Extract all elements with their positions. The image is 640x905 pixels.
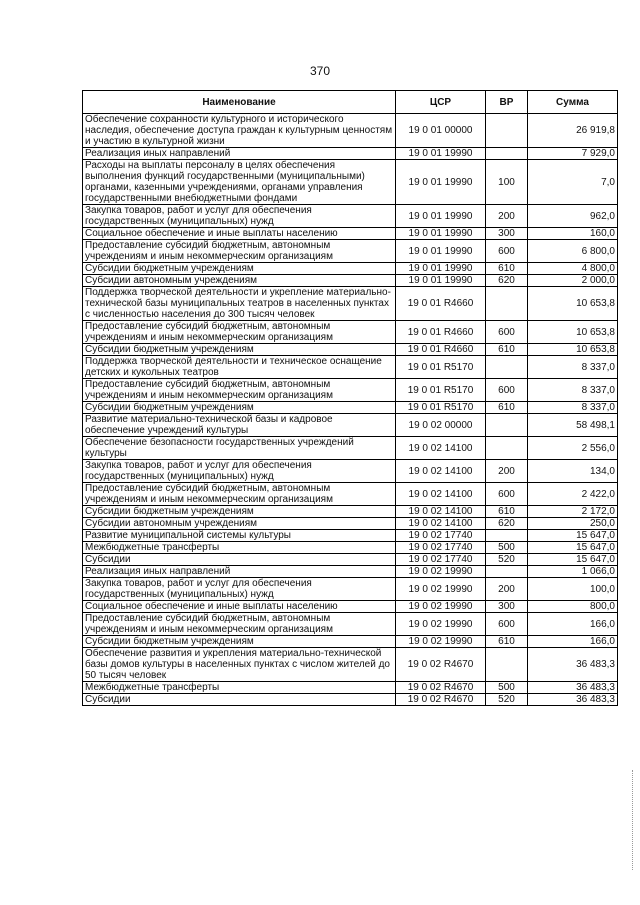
cell-name: Субсидии бюджетным учреждениям bbox=[83, 636, 396, 648]
cell-csr: 19 0 02 R4670 bbox=[396, 682, 486, 694]
cell-sum: 1 066,0 bbox=[528, 566, 618, 578]
cell-name: Предоставление субсидий бюджетным, автономным учреждениям и иным некоммерческим организациям bbox=[83, 379, 396, 402]
cell-vr: 620 bbox=[486, 518, 528, 530]
cell-csr: 19 0 02 14100 bbox=[396, 518, 486, 530]
table-row bbox=[83, 518, 618, 530]
cell-vr: 610 bbox=[486, 263, 528, 275]
header-row bbox=[83, 91, 618, 114]
cell-vr: 600 bbox=[486, 379, 528, 402]
cell-sum: 15 647,0 bbox=[528, 554, 618, 566]
cell-name: Поддержка творческой деятельности и укрепление материально-технической базы муниципальных театров в населенных пунктах с численностью населения до 300 тысяч человек bbox=[83, 287, 396, 321]
cell-csr: 19 0 02 17740 bbox=[396, 554, 486, 566]
cell-csr: 19 0 01 19990 bbox=[396, 228, 486, 240]
cell-vr: 200 bbox=[486, 460, 528, 483]
cell-csr: 19 0 01 19990 bbox=[396, 160, 486, 205]
cell-vr bbox=[486, 287, 528, 321]
scan-edge-mark bbox=[632, 770, 634, 870]
cell-csr: 19 0 01 19990 bbox=[396, 205, 486, 228]
cell-sum: 36 483,3 bbox=[528, 648, 618, 682]
cell-sum: 2 000,0 bbox=[528, 275, 618, 287]
cell-name: Социальное обеспечение и иные выплаты населению bbox=[83, 601, 396, 613]
table-row bbox=[83, 542, 618, 554]
table-row bbox=[83, 694, 618, 706]
header-name: Наименование bbox=[83, 91, 396, 114]
cell-csr: 19 0 01 19990 bbox=[396, 263, 486, 275]
table-row bbox=[83, 240, 618, 263]
cell-vr bbox=[486, 648, 528, 682]
table-row bbox=[83, 379, 618, 402]
table-row bbox=[83, 148, 618, 160]
cell-name: Социальное обеспечение и иные выплаты населению bbox=[83, 228, 396, 240]
cell-csr: 19 0 02 14100 bbox=[396, 506, 486, 518]
cell-sum: 160,0 bbox=[528, 228, 618, 240]
cell-vr: 520 bbox=[486, 554, 528, 566]
cell-name: Закупка товаров, работ и услуг для обеспечения государственных (муниципальных) нужд bbox=[83, 205, 396, 228]
cell-sum: 7,0 bbox=[528, 160, 618, 205]
header-vr: ВР bbox=[486, 91, 528, 114]
cell-sum: 134,0 bbox=[528, 460, 618, 483]
cell-name: Развитие муниципальной системы культуры bbox=[83, 530, 396, 542]
table-row bbox=[83, 263, 618, 275]
cell-name: Субсидии бюджетным учреждениям bbox=[83, 506, 396, 518]
cell-vr: 300 bbox=[486, 228, 528, 240]
cell-vr: 610 bbox=[486, 402, 528, 414]
cell-vr bbox=[486, 114, 528, 148]
page-number: 370 bbox=[309, 64, 331, 78]
table-row bbox=[83, 287, 618, 321]
cell-sum: 15 647,0 bbox=[528, 530, 618, 542]
table-header bbox=[83, 91, 618, 114]
cell-name: Субсидии bbox=[83, 554, 396, 566]
cell-csr: 19 0 02 14100 bbox=[396, 460, 486, 483]
table-row bbox=[83, 414, 618, 437]
budget-table bbox=[82, 90, 618, 706]
cell-vr: 500 bbox=[486, 542, 528, 554]
cell-name: Расходы на выплаты персоналу в целях обеспечения выполнения функций государственными (муниципальными) органами, казенными учреждениями, органами управления государственными внебюджетными фондами bbox=[83, 160, 396, 205]
cell-csr: 19 0 02 R4670 bbox=[396, 648, 486, 682]
cell-sum: 100,0 bbox=[528, 578, 618, 601]
table-row bbox=[83, 530, 618, 542]
cell-csr: 19 0 01 R4660 bbox=[396, 287, 486, 321]
cell-vr: 600 bbox=[486, 321, 528, 344]
cell-name: Межбюджетные трансферты bbox=[83, 542, 396, 554]
cell-vr bbox=[486, 437, 528, 460]
cell-name: Межбюджетные трансферты bbox=[83, 682, 396, 694]
cell-sum: 6 800,0 bbox=[528, 240, 618, 263]
cell-name: Обеспечение развития и укрепления материально-технической базы домов культуры в населенных пунктах с числом жителей до 50 тысяч человек bbox=[83, 648, 396, 682]
cell-csr: 19 0 02 14100 bbox=[396, 437, 486, 460]
cell-csr: 19 0 01 19990 bbox=[396, 275, 486, 287]
cell-sum: 26 919,8 bbox=[528, 114, 618, 148]
table-row bbox=[83, 682, 618, 694]
cell-name: Обеспечение безопасности государственных учреждений культуры bbox=[83, 437, 396, 460]
cell-name: Предоставление субсидий бюджетным, автономным учреждениям и иным некоммерческим организациям bbox=[83, 240, 396, 263]
cell-vr bbox=[486, 566, 528, 578]
cell-name: Обеспечение сохранности культурного и исторического наследия, обеспечение доступа граждан к культурным ценностям и участию в культурной жизни bbox=[83, 114, 396, 148]
table-row bbox=[83, 460, 618, 483]
cell-sum: 166,0 bbox=[528, 613, 618, 636]
table-row bbox=[83, 566, 618, 578]
cell-sum: 8 337,0 bbox=[528, 379, 618, 402]
cell-name: Предоставление субсидий бюджетным, автономным учреждениям и иным некоммерческим организациям bbox=[83, 613, 396, 636]
cell-name: Субсидии bbox=[83, 694, 396, 706]
cell-vr bbox=[486, 414, 528, 437]
cell-csr: 19 0 01 19990 bbox=[396, 240, 486, 263]
cell-name: Закупка товаров, работ и услуг для обеспечения государственных (муниципальных) нужд bbox=[83, 578, 396, 601]
cell-name: Субсидии бюджетным учреждениям bbox=[83, 344, 396, 356]
table-row bbox=[83, 483, 618, 506]
table-row bbox=[83, 578, 618, 601]
cell-csr: 19 0 02 19990 bbox=[396, 578, 486, 601]
cell-name: Субсидии бюджетным учреждениям bbox=[83, 402, 396, 414]
cell-name: Поддержка творческой деятельности и техническое оснащение детских и кукольных театров bbox=[83, 356, 396, 379]
cell-csr: 19 0 01 R4660 bbox=[396, 321, 486, 344]
cell-name: Развитие материально-технической базы и кадровое обеспечение учреждений культуры bbox=[83, 414, 396, 437]
cell-csr: 19 0 02 19990 bbox=[396, 566, 486, 578]
cell-name: Закупка товаров, работ и услуг для обеспечения государственных (муниципальных) нужд bbox=[83, 460, 396, 483]
header-sum: Сумма bbox=[528, 91, 618, 114]
table-row bbox=[83, 402, 618, 414]
table-body bbox=[83, 114, 618, 706]
cell-sum: 4 800,0 bbox=[528, 263, 618, 275]
cell-sum: 250,0 bbox=[528, 518, 618, 530]
cell-csr: 19 0 01 00000 bbox=[396, 114, 486, 148]
cell-csr: 19 0 01 R4660 bbox=[396, 344, 486, 356]
cell-sum: 2 556,0 bbox=[528, 437, 618, 460]
cell-vr bbox=[486, 148, 528, 160]
cell-vr: 620 bbox=[486, 275, 528, 287]
table-row bbox=[83, 601, 618, 613]
cell-vr bbox=[486, 530, 528, 542]
table-row bbox=[83, 205, 618, 228]
cell-csr: 19 0 02 00000 bbox=[396, 414, 486, 437]
cell-csr: 19 0 01 R5170 bbox=[396, 402, 486, 414]
cell-name: Субсидии автономным учреждениям bbox=[83, 275, 396, 287]
header-csr: ЦСР bbox=[396, 91, 486, 114]
cell-csr: 19 0 02 14100 bbox=[396, 483, 486, 506]
table-row bbox=[83, 648, 618, 682]
cell-sum: 58 498,1 bbox=[528, 414, 618, 437]
table-row bbox=[83, 613, 618, 636]
cell-name: Предоставление субсидий бюджетным, автономным учреждениям и иным некоммерческим организациям bbox=[83, 483, 396, 506]
cell-vr: 100 bbox=[486, 160, 528, 205]
table-row bbox=[83, 437, 618, 460]
cell-csr: 19 0 02 19990 bbox=[396, 613, 486, 636]
cell-sum: 8 337,0 bbox=[528, 356, 618, 379]
cell-sum: 166,0 bbox=[528, 636, 618, 648]
cell-name: Субсидии бюджетным учреждениям bbox=[83, 263, 396, 275]
cell-sum: 800,0 bbox=[528, 601, 618, 613]
cell-csr: 19 0 02 19990 bbox=[396, 636, 486, 648]
cell-csr: 19 0 02 17740 bbox=[396, 530, 486, 542]
cell-sum: 36 483,3 bbox=[528, 694, 618, 706]
cell-sum: 8 337,0 bbox=[528, 402, 618, 414]
cell-csr: 19 0 01 19990 bbox=[396, 148, 486, 160]
table-row bbox=[83, 356, 618, 379]
cell-sum: 2 422,0 bbox=[528, 483, 618, 506]
table-row bbox=[83, 275, 618, 287]
table-row bbox=[83, 506, 618, 518]
table-row bbox=[83, 160, 618, 205]
cell-vr bbox=[486, 356, 528, 379]
cell-vr: 300 bbox=[486, 601, 528, 613]
table-row bbox=[83, 344, 618, 356]
table-row bbox=[83, 554, 618, 566]
table-row bbox=[83, 321, 618, 344]
cell-csr: 19 0 01 R5170 bbox=[396, 379, 486, 402]
cell-sum: 962,0 bbox=[528, 205, 618, 228]
cell-csr: 19 0 02 R4670 bbox=[396, 694, 486, 706]
cell-sum: 10 653,8 bbox=[528, 344, 618, 356]
cell-vr: 500 bbox=[486, 682, 528, 694]
table-row bbox=[83, 636, 618, 648]
cell-csr: 19 0 01 R5170 bbox=[396, 356, 486, 379]
cell-csr: 19 0 02 19990 bbox=[396, 601, 486, 613]
cell-sum: 7 929,0 bbox=[528, 148, 618, 160]
table-row bbox=[83, 228, 618, 240]
cell-name: Реализация иных направлений bbox=[83, 148, 396, 160]
cell-vr: 610 bbox=[486, 344, 528, 356]
cell-name: Субсидии автономным учреждениям bbox=[83, 518, 396, 530]
cell-sum: 15 647,0 bbox=[528, 542, 618, 554]
cell-vr: 200 bbox=[486, 578, 528, 601]
cell-csr: 19 0 02 17740 bbox=[396, 542, 486, 554]
cell-vr: 600 bbox=[486, 613, 528, 636]
cell-sum: 2 172,0 bbox=[528, 506, 618, 518]
cell-vr: 600 bbox=[486, 240, 528, 263]
cell-vr: 610 bbox=[486, 636, 528, 648]
cell-sum: 10 653,8 bbox=[528, 287, 618, 321]
cell-vr: 200 bbox=[486, 205, 528, 228]
cell-vr: 600 bbox=[486, 483, 528, 506]
cell-name: Реализация иных направлений bbox=[83, 566, 396, 578]
cell-name: Предоставление субсидий бюджетным, автономным учреждениям и иным некоммерческим организациям bbox=[83, 321, 396, 344]
table-row bbox=[83, 114, 618, 148]
cell-sum: 36 483,3 bbox=[528, 682, 618, 694]
cell-sum: 10 653,8 bbox=[528, 321, 618, 344]
cell-vr: 520 bbox=[486, 694, 528, 706]
cell-vr: 610 bbox=[486, 506, 528, 518]
